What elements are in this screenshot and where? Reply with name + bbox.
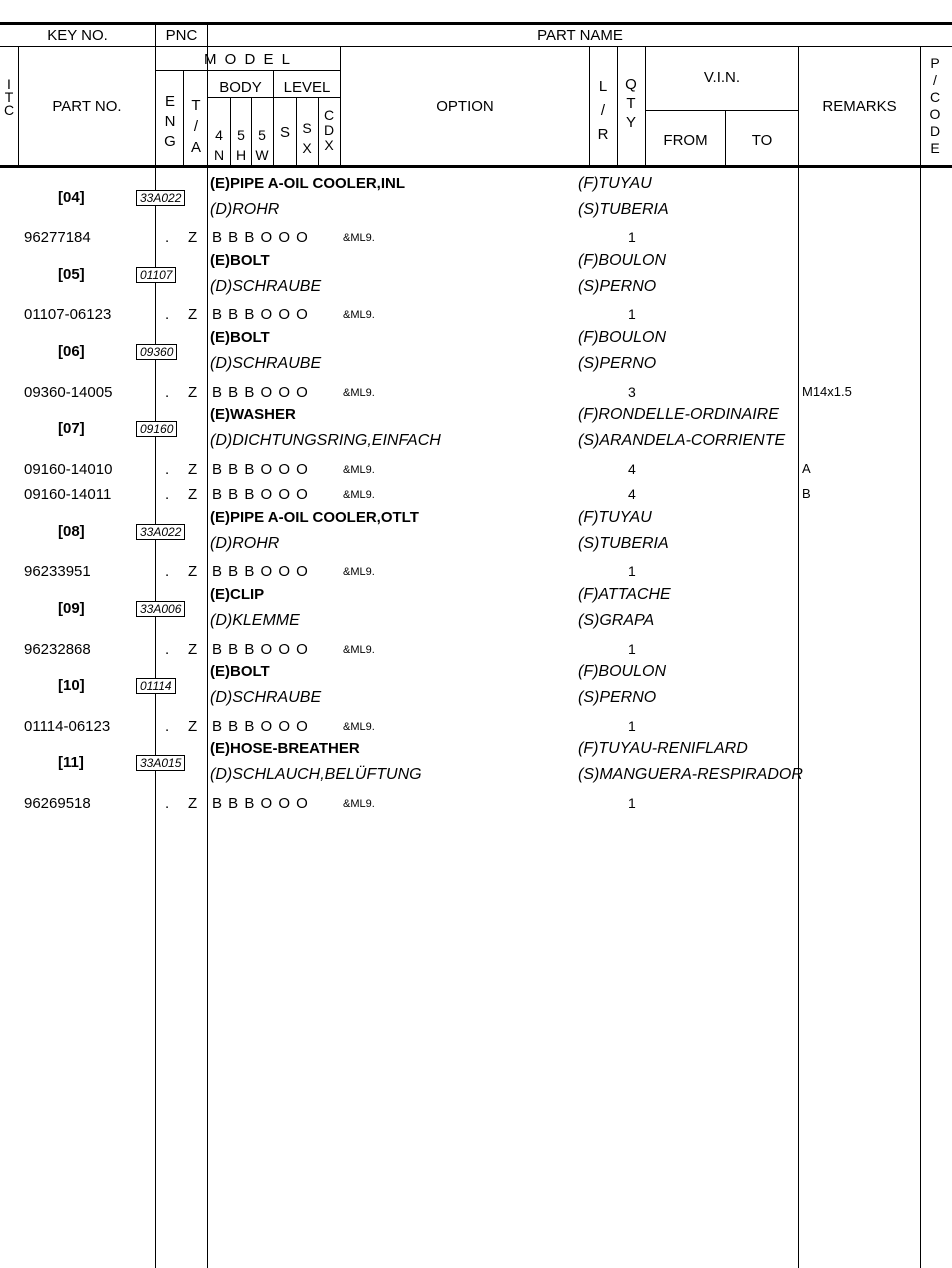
header-option: OPTION <box>436 98 494 115</box>
part-name-german: (D)DICHTUNGSRING,EINFACH <box>210 432 441 449</box>
header-vin-from: FROM <box>663 132 708 149</box>
col-line-5w <box>251 97 252 166</box>
header-level-s: S <box>279 124 290 141</box>
part-name-spanish: (S)ARANDELA-CORRIENTE <box>578 432 786 449</box>
separator-dot: . <box>165 641 170 658</box>
part-name-english: (E)PIPE A-OIL COOLER,INL <box>210 175 406 192</box>
col-line-pcode <box>920 46 921 1268</box>
ta-code: Z <box>188 641 198 658</box>
part-name-french: (F)RONDELLE-ORDINAIRE <box>578 406 779 423</box>
vin-rule <box>645 110 798 111</box>
separator-dot: . <box>165 306 170 323</box>
option-code: &ML9. <box>343 489 375 501</box>
option-code: &ML9. <box>343 798 375 810</box>
header-body-5w: 5 W <box>255 127 269 163</box>
col-line-pnc <box>155 22 156 1268</box>
model-applicability: B B B O O O <box>212 306 309 323</box>
ta-code: Z <box>188 229 198 246</box>
separator-dot: . <box>165 795 170 812</box>
part-number: 01107-06123 <box>24 306 112 323</box>
part-name-german: (D)SCHLAUCH,BELÜFTUNG <box>210 766 422 783</box>
col-line-ta <box>183 70 184 166</box>
header-level-sx: S X <box>302 120 312 156</box>
header-pnc: PNC <box>165 27 198 44</box>
model-applicability: B B B O O O <box>212 229 309 246</box>
part-name-spanish: (S)PERNO <box>578 689 657 706</box>
col-line-remarks <box>798 46 799 1268</box>
part-name-spanish: (S)PERNO <box>578 278 657 295</box>
part-number: 96232868 <box>24 641 91 658</box>
header-part-name: PART NAME <box>537 27 623 44</box>
part-name-german: (D)ROHR <box>210 201 280 218</box>
remarks: A <box>802 461 811 476</box>
model-applicability: B B B O O O <box>212 486 309 503</box>
header-qty: Q T Y <box>625 76 637 131</box>
part-number: 01114-06123 <box>24 718 111 735</box>
header-level: LEVEL <box>283 79 331 96</box>
part-name-english: (E)CLIP <box>210 586 265 603</box>
key-number: [06] <box>58 343 85 360</box>
header-body-5h: 5 H <box>235 127 247 163</box>
remarks: B <box>802 486 811 501</box>
model-applicability: B B B O O O <box>212 563 309 580</box>
separator-dot: . <box>165 563 170 580</box>
part-name-spanish: (S)PERNO <box>578 355 657 372</box>
model-applicability: B B B O O O <box>212 795 309 812</box>
part-name-french: (F)TUYAU <box>578 509 652 526</box>
part-name-german: (D)KLEMME <box>210 612 300 629</box>
model-applicability: B B B O O O <box>212 384 309 401</box>
part-name-german: (D)SCHRAUBE <box>210 278 322 295</box>
remarks: M14x1.5 <box>802 384 852 399</box>
header-bottom-border <box>0 165 952 168</box>
header-pcode: P / C O D E <box>929 55 941 156</box>
ta-code: Z <box>188 486 198 503</box>
header-level-cdx: C D X <box>323 107 335 153</box>
part-name-english: (E)BOLT <box>210 663 270 680</box>
pnc-code: 33A015 <box>136 755 185 771</box>
header-eng: E N G <box>164 93 176 150</box>
col-line-qty <box>617 46 618 166</box>
header-lr: L / R <box>597 78 609 143</box>
part-name-french: (F)BOULON <box>578 329 666 346</box>
key-number: [04] <box>58 189 85 206</box>
header-body: BODY <box>219 79 262 96</box>
key-number: [05] <box>58 266 85 283</box>
model-applicability: B B B O O O <box>212 461 309 478</box>
key-number: [07] <box>58 420 85 437</box>
part-name-french: (F)BOULON <box>578 663 666 680</box>
key-number: [08] <box>58 523 85 540</box>
option-code: &ML9. <box>343 721 375 733</box>
part-name-german: (D)SCHRAUBE <box>210 355 322 372</box>
header-model: M O D E L <box>203 51 292 68</box>
quantity: 1 <box>628 795 636 811</box>
part-number: 96269518 <box>24 795 91 812</box>
col-line-lr <box>589 46 590 166</box>
part-name-spanish: (S)TUBERIA <box>578 201 669 218</box>
header-vin: V.I.N. <box>703 69 741 86</box>
header-ta: T / A <box>190 97 201 156</box>
body-level-rule <box>208 97 340 98</box>
key-number: [11] <box>58 754 84 771</box>
quantity: 1 <box>628 306 636 322</box>
col-line-vin <box>645 46 646 166</box>
ta-code: Z <box>188 795 198 812</box>
key-number: [10] <box>58 677 85 694</box>
separator-dot: . <box>165 461 170 478</box>
separator-dot: . <box>165 718 170 735</box>
part-name-spanish: (S)GRAPA <box>578 612 655 629</box>
option-code: &ML9. <box>343 232 375 244</box>
pnc-code: 09160 <box>136 421 177 437</box>
ta-code: Z <box>188 384 198 401</box>
quantity: 4 <box>628 486 636 502</box>
part-number: 09160-14011 <box>24 486 112 503</box>
quantity: 4 <box>628 461 636 477</box>
header-part-no: PART NO. <box>52 98 122 115</box>
part-name-french: (F)TUYAU-RENIFLARD <box>578 740 748 757</box>
header-key-no: KEY NO. <box>47 27 108 44</box>
pnc-code: 33A022 <box>136 190 185 206</box>
header-itc: I T C <box>3 76 15 118</box>
header-vin-to: TO <box>751 132 773 149</box>
part-name-french: (F)TUYAU <box>578 175 652 192</box>
model-applicability: B B B O O O <box>212 641 309 658</box>
header-body-4n: 4 N <box>213 127 225 163</box>
header-rule-1 <box>0 46 952 47</box>
part-name-english: (E)PIPE A-OIL COOLER,OTLT <box>210 509 419 526</box>
option-code: &ML9. <box>343 566 375 578</box>
col-line-cdx <box>318 97 319 166</box>
part-name-spanish: (S)TUBERIA <box>578 535 669 552</box>
header-remarks: REMARKS <box>822 98 897 115</box>
option-code: &ML9. <box>343 309 375 321</box>
option-code: &ML9. <box>343 464 375 476</box>
option-code: &ML9. <box>343 644 375 656</box>
ta-code: Z <box>188 461 198 478</box>
part-name-spanish: (S)MANGUERA-RESPIRADOR <box>578 766 803 783</box>
ta-code: Z <box>188 563 198 580</box>
part-name-french: (F)BOULON <box>578 252 666 269</box>
pnc-code: 01114 <box>136 678 176 694</box>
part-name-french: (F)ATTACHE <box>578 586 671 603</box>
col-line-model <box>207 22 208 1268</box>
ta-code: Z <box>188 306 198 323</box>
key-number: [09] <box>58 600 85 617</box>
part-name-german: (D)ROHR <box>210 535 280 552</box>
pnc-code: 33A022 <box>136 524 185 540</box>
part-number: 96233951 <box>24 563 91 580</box>
quantity: 1 <box>628 563 636 579</box>
part-name-english: (E)BOLT <box>210 252 270 269</box>
part-number: 09160-14010 <box>24 461 113 478</box>
part-number: 96277184 <box>24 229 91 246</box>
part-number: 09360-14005 <box>24 384 113 401</box>
quantity: 1 <box>628 641 636 657</box>
pnc-code: 09360 <box>136 344 177 360</box>
top-border <box>0 22 952 25</box>
part-name-english: (E)WASHER <box>210 406 296 423</box>
separator-dot: . <box>165 486 170 503</box>
part-name-german: (D)SCHRAUBE <box>210 689 322 706</box>
quantity: 3 <box>628 384 636 400</box>
separator-dot: . <box>165 384 170 401</box>
pnc-code: 33A006 <box>136 601 185 617</box>
col-line-sx <box>296 97 297 166</box>
model-applicability: B B B O O O <box>212 718 309 735</box>
col-line-5h <box>230 97 231 166</box>
quantity: 1 <box>628 229 636 245</box>
option-code: &ML9. <box>343 387 375 399</box>
ta-code: Z <box>188 718 198 735</box>
part-name-english: (E)HOSE-BREATHER <box>210 740 360 757</box>
part-name-english: (E)BOLT <box>210 329 270 346</box>
pnc-code: 01107 <box>136 267 176 283</box>
separator-dot: . <box>165 229 170 246</box>
quantity: 1 <box>628 718 636 734</box>
